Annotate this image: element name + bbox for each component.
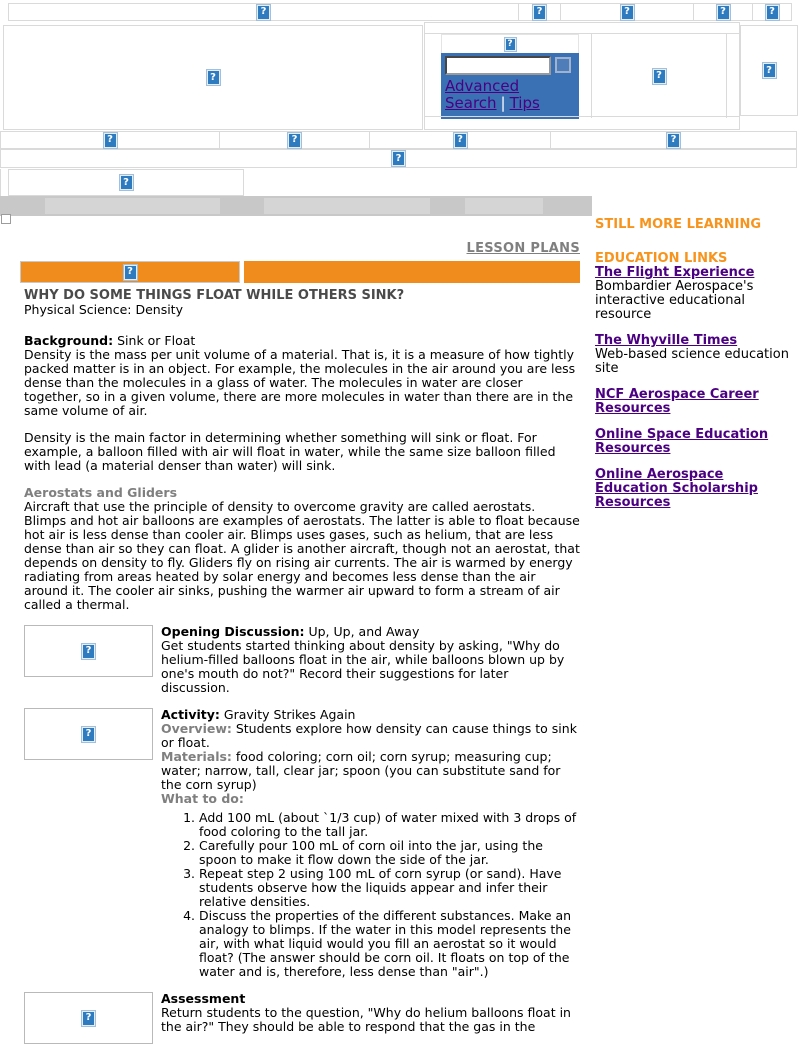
sidebar-item-flight-experience (595, 266, 800, 322)
broken-image-icon: ? (81, 726, 96, 743)
step-item: 2. Carefully pour 100 mL of corn oil into the jar, using the spoon to make it flow down the side of the jar. (199, 839, 580, 867)
sub-nav-image-cell[interactable] (8, 169, 244, 196)
materials-label: Materials: (161, 749, 232, 764)
broken-image-icon: ? (81, 643, 96, 660)
band-filler (244, 261, 580, 283)
search-links-separator: | (500, 94, 506, 112)
gray-tab-3[interactable] (465, 198, 543, 214)
overview-label: Overview: (161, 721, 232, 736)
flight-experience-desc: Bombardier Aerospace's interactive educational resource (595, 279, 754, 322)
background-label: Background: (24, 333, 114, 348)
primary-nav-bar (0, 131, 797, 149)
activity-label: Activity: (161, 707, 220, 722)
main-content (24, 241, 580, 1044)
sidebar-item-whyville-times (595, 334, 800, 376)
lesson-plans-link[interactable]: LESSON PLANS (466, 241, 580, 256)
broken-image-icon[interactable]: ? (287, 132, 302, 149)
opening-discussion-title: Up, Up, and Away (304, 624, 420, 639)
step-item: 4. Discuss the properties of the different substances. Make an analogy to blimps. If the water in this model represents the air, with what liquid would you fill an aerostat so it would float? (The answer should be corn oil. It floats on top of the water and is, therefore, less dense than "air".) (199, 909, 580, 979)
broken-image-icon[interactable]: ? (666, 132, 681, 149)
broken-image-icon[interactable]: ? (765, 4, 780, 21)
sidebar-section-heading: EDUCATION LINKS (595, 251, 728, 266)
search-input[interactable] (445, 56, 551, 75)
assessment-image (24, 992, 153, 1044)
secondary-nav-bar[interactable] (0, 149, 797, 168)
gray-tab-bar (0, 196, 592, 216)
opening-discussion-label: Opening Discussion: (161, 624, 305, 639)
what-to-do-steps (161, 811, 580, 979)
space-education-link[interactable]: Online Space Education Resources (595, 427, 769, 456)
materials-text: food coloring; corn oil; corn syrup; measuring cup; water; narrow, tall, clear jar; spoon (you can substitute sand for the corn syrup) (161, 749, 561, 792)
search-tips-link[interactable]: Tips (509, 94, 540, 112)
top-banner-bar (8, 3, 792, 21)
sidebar-item-ncf-career (595, 388, 800, 416)
opening-discussion-paragraph: Get students started thinking about density by asking, "Why do helium-filled balloons float in the air, while balloons blown up by one's mouth do not?" Record their suggestions for later discussion. (161, 638, 565, 695)
header-search-area (424, 22, 740, 130)
nav-cell-2[interactable] (219, 131, 370, 149)
header-mid-image-cell[interactable] (591, 34, 727, 118)
topbar-cell-1[interactable] (8, 3, 519, 21)
nav-cell-1[interactable] (0, 131, 220, 149)
search-go-button[interactable] (555, 57, 571, 73)
sidebar-item-space-education (595, 428, 800, 456)
gray-tab-1[interactable] (45, 198, 220, 214)
background-paragraph-2: Density is the main factor in determining whether something will sink or float. For example, a balloon filled with air will float in water, while the same size balloon filled with lead (a material denser than water) will sink. (24, 430, 556, 473)
broken-image-icon[interactable]: ? (652, 68, 667, 85)
topbar-cell-2[interactable] (518, 3, 561, 21)
activity-section (24, 708, 580, 979)
background-heading-line (24, 334, 580, 348)
broken-image-icon[interactable]: ? (103, 132, 118, 149)
step-item: 3. Repeat step 2 using 100 mL of corn syrup (or sand). Have students observe how the liquids appear and infer their relative densities. (199, 867, 580, 909)
whyville-times-link[interactable]: The Whyville Times (595, 333, 738, 348)
broken-image-icon[interactable]: ? (716, 4, 731, 21)
gray-tab-2[interactable] (264, 198, 430, 214)
assessment-label: Assessment (161, 991, 246, 1006)
band-image-cell (20, 261, 240, 283)
header-logo-area[interactable] (3, 25, 423, 130)
sub-nav-sliver (0, 169, 2, 196)
header-right-image-cell[interactable] (740, 25, 798, 116)
broken-image-icon: ? (504, 37, 517, 52)
broken-image-icon[interactable]: ? (532, 4, 547, 21)
step-item: 1. Add 100 mL (about `1/3 cup) of water mixed with 3 drops of food coloring to the tall jar. (199, 811, 580, 839)
breadcrumb (24, 241, 580, 258)
topbar-cell-3[interactable] (560, 3, 694, 21)
overview-text: Students explore how density can cause things to sink or float. (161, 721, 577, 750)
background-title: Sink or Float (113, 333, 196, 348)
ncf-career-link[interactable]: NCF Aerospace Career Resources (595, 387, 759, 416)
topbar-cell-4[interactable] (693, 3, 753, 21)
broken-image-icon: ? (123, 264, 138, 281)
broken-image-icon[interactable]: ? (453, 132, 468, 149)
what-to-do-label: What to do: (161, 791, 244, 806)
header-bottom-strip (425, 116, 739, 129)
activity-image (24, 708, 153, 760)
search-header-image (441, 34, 579, 53)
opening-discussion-image (24, 625, 153, 677)
broken-image-icon[interactable]: ? (762, 62, 777, 79)
assessment-paragraph: Return students to the question, "Why do helium balloons float in the air?" They should be able to respond that the gas in the (161, 1005, 571, 1034)
sidebar-item-scholarship (595, 468, 800, 510)
whyville-times-desc: Web-based science education site (595, 347, 789, 376)
sidebar (595, 218, 800, 510)
broken-image-icon[interactable]: ? (119, 174, 134, 191)
tiny-broken-image-box (1, 214, 11, 224)
scholarship-link[interactable]: Online Aerospace Education Scholarship Resources (595, 467, 758, 510)
background-paragraph-1: Density is the mass per unit volume of a material. That is, it is a measure of how tightly packed matter is in an object. For example, the molecules in the air around you are less dense than the molecules in a glass of water. The molecules in water are closer together, so in a given volume, there are more molecules in water than there are in the same volume of air. (24, 347, 576, 418)
assessment-text (161, 992, 580, 1034)
flight-experience-link[interactable]: The Flight Experience (595, 265, 755, 280)
broken-image-icon[interactable]: ? (620, 4, 635, 21)
opening-discussion-text (161, 625, 580, 695)
header-top-strip (425, 23, 739, 34)
page-subtitle: Physical Science: Density (24, 302, 183, 317)
advanced-search-link[interactable]: Advanced Search (445, 77, 520, 112)
sidebar-heading: STILL MORE LEARNING (595, 217, 762, 232)
broken-image-icon[interactable]: ? (206, 69, 221, 86)
opening-discussion-section (24, 625, 580, 695)
nav-cell-4[interactable] (550, 131, 797, 149)
broken-image-icon[interactable]: ? (391, 150, 406, 167)
topbar-cell-5[interactable] (752, 3, 792, 21)
aerostats-heading: Aerostats and Gliders (24, 485, 178, 500)
page-title: WHY DO SOME THINGS FLOAT WHILE OTHERS SINK? (24, 288, 405, 303)
aerostats-paragraph: Aircraft that use the principle of density to overcome gravity are called aerostats. Blimps and hot air balloons are examples of aerostats. The latter is able to float because hot air is less dense than cooler air. Blimps uses gases, such as helium, that are less dense than air so they can float. A glider is another aircraft, though not an aerostat, that depends on density to fly. Gliders fly on rising air currents. The air is warmed by energy radiating from areas heated by solar energy and becomes less dense than the air around it. The cooler air sinks, pushing the warmer air upward to form a stream of air called a thermal. (24, 499, 580, 612)
search-panel (441, 53, 579, 119)
broken-image-icon: ? (81, 1010, 96, 1027)
section-title-band (20, 261, 580, 283)
assessment-section (24, 992, 580, 1044)
nav-cell-3[interactable] (369, 131, 551, 149)
activity-title: Gravity Strikes Again (219, 707, 356, 722)
broken-image-icon[interactable]: ? (256, 4, 271, 21)
activity-text (161, 708, 580, 979)
